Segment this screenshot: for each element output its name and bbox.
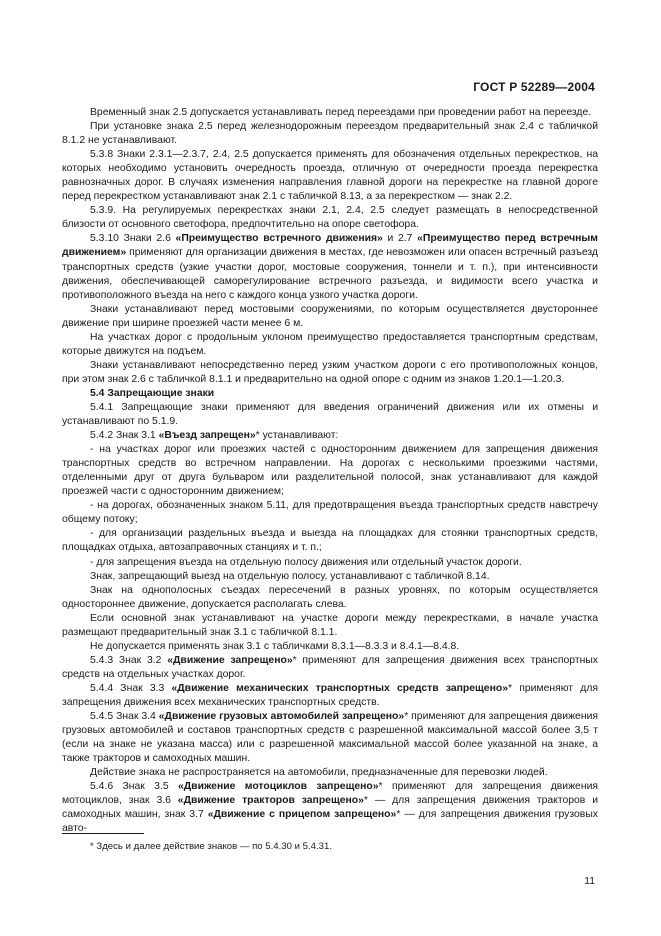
paragraph: Если основной знак устанавливают на участке дороги между перекрестками, в начале участка размещают предварительный знак 3.1 с табличкой 8.1.1.	[62, 612, 598, 638]
sign-name: «Въезд запрещен»	[158, 430, 256, 442]
paragraph: Знак на однополосных съездах пересечений в разных уровнях, по которым осуществляется одностороннее движение, допускается располагать слева.	[62, 584, 598, 610]
document-header: ГОСТ Р 52289—2004	[473, 80, 595, 94]
sign-name: «Преимущество встречного движения»	[175, 233, 383, 245]
paragraph: 5.3.10 Знаки 2.6 «Преимущество встречного движения» и 2.7 «Преимущество перед встречным движением» применяют для организации движения в местах, где невозможен или опасен встречный разъезд транспортных средств (узкие участки дорог, мостовые сооружения, тоннели и т. п.), при интенсивности движения, обеспечивающей саморегулирование встречного разъезда, и видимости всего участка и противоположного въезда на него с каждого конца узкого участка дороги.	[62, 233, 598, 301]
list-item: - для организации раздельных въезда и выезда на площадках для стоянки транспортных средств, площадках отдыха, автозаправочных станциях и т. п.;	[62, 528, 598, 554]
paragraph: При установке знака 2.5 перед железнодорожным переездом предварительный знак 2.4 с табличкой 8.1.2 не устанавливают.	[62, 121, 598, 147]
footnote-divider	[62, 833, 144, 834]
sign-name: «Движение мотоциклов запрещено»	[178, 781, 379, 793]
sign-name: «Движение грузовых автомобилей запрещено»	[158, 711, 405, 723]
list-item: - на участках дорог или проезжих частей с односторонним движением для запрещения движения транспортных средств во встречном направлении. На дорогах с несколькими проезжими частями, отделенными друг от друга бульваром или разделительной полосой, знак устанавливают для каждой проезжей части с односторонним движением;	[62, 444, 598, 498]
paragraph: 5.4.5 Знак 3.4 «Движение грузовых автомобилей запрещено»* применяют для запрещения движения грузовых автомобилей и составов транспортных средств с разрешенной максимальной массой более 3,5 т (если на знаке не указана масса) или с разрешенной максимальной массой более указанной на знаке, а также тракторов и самоходных машин.	[62, 711, 599, 765]
page-number: 11	[584, 876, 595, 887]
paragraph: 5.4.2 Знак 3.1 «Въезд запрещен»* устанавливают:	[90, 430, 339, 442]
paragraph: Знаки устанавливают непосредственно перед узким участком дороги с его противоположных концов, при этом знак 2.6 с табличкой 8.1.1 и предварительно на одной опоре с одним из знаков 1.20.1—1.20.3.	[62, 359, 598, 385]
document-body	[62, 106, 598, 836]
paragraph: 5.4.4 Знак 3.3 «Движение механических транспортных средств запрещено»* применяют для запрещения движения всех механических транспортных средств.	[62, 682, 599, 708]
paragraph: 5.4.1 Запрещающие знаки применяют для введения ограничений движения или их отмены и устанавливают по 5.1.9.	[62, 401, 598, 428]
paragraph: 5.4.3 Знак 3.2 «Движение запрещено»* применяют для запрещения движения всех транспортных средств на отдельных участках дорог.	[62, 654, 598, 680]
sign-name: «Движение механических транспортных средств запрещено»	[171, 682, 508, 694]
paragraph: 5.3.8 Знаки 2.3.1—2.3.7, 2.4, 2.5 допускается применять для обозначения отдельных перекрестков, на которых необходимо установить очередность проезда, отличную от очередности проезда перекрестка равнозначных дорог. В случаях изменения направления главной дороги на перекрестке на главной дороге перед перекрестком устанавливают знак 2.1 с табличкой 8.13, а за перекрестком — знак 2.2.	[62, 149, 598, 203]
paragraph: Знаки устанавливают перед мостовыми сооружениями, по которым осуществляется двустороннее движение при ширине проезжей части менее 6 м.	[62, 303, 598, 329]
paragraph: Действие знака не распространяется на автомобили, предназначенные для перевозки людей.	[90, 767, 548, 779]
sign-name: «Преимущество перед встречным движением»	[62, 233, 598, 259]
sign-name: «Движение запрещено»	[167, 654, 293, 666]
paragraph: Временный знак 2.5 допускается устанавливать перед переездами при проведении работ на переезде.	[90, 107, 592, 118]
paragraph: На участках дорог с продольным уклоном преимущество предоставляется транспортным средствам, которые движутся на подъем.	[62, 331, 598, 357]
paragraph: 5.3.9. На регулируемых перекрестках знаки 2.1, 2.4, 2.5 следует размещать в непосредственной близости от основного светофора, предпочтительно на опоре светофора.	[62, 205, 598, 231]
paragraph: Знак, запрещающий выезд на отдельную полосу, устанавливают с табличкой 8.14.	[90, 570, 490, 582]
section-heading: 5.4 Запрещающие знаки	[90, 387, 215, 399]
list-item: - для запрещения въезда на отдельную полосу движения или отдельный участок дороги.	[90, 556, 522, 568]
sign-name: «Движение тракторов запрещено»	[177, 795, 364, 807]
paragraph: 5.4.6 Знак 3.5 «Движение мотоциклов запрещено»* применяют для запрещения движения мотоциклов, знак 3.6 «Движение тракторов запрещено»* — для запрещения движения тракторов и самоходных машин, знак 3.7 «Движение с прицепом запрещено»* — для запрещения движения грузовых авто-	[62, 781, 598, 835]
footnote: * Здесь и далее действие знаков — по 5.4.30 и 5.4.31.	[90, 841, 333, 852]
paragraph: Не допускается применять знак 3.1 с табличками 8.3.1—8.3.3 и 8.4.1—8.4.8.	[90, 640, 460, 652]
sign-name: «Движение с прицепом запрещено»	[207, 809, 397, 821]
list-item: - на дорогах, обозначенных знаком 5.11, для предотвращения въезда транспортных средств навстречу общему потоку;	[62, 500, 598, 526]
